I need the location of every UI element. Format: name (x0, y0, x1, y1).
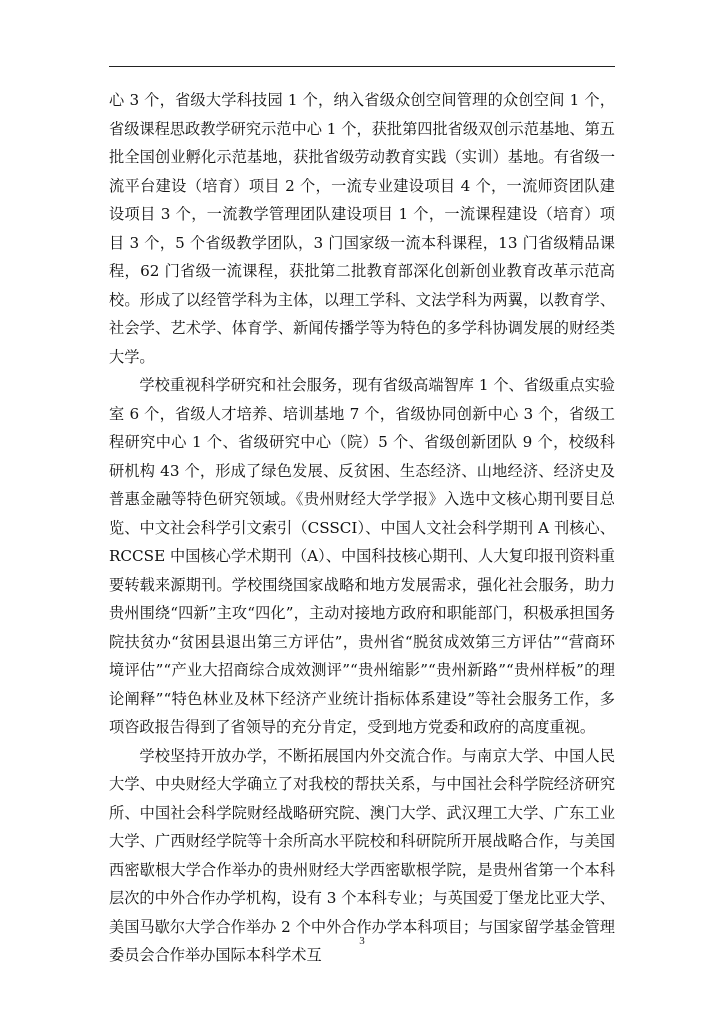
paragraph-1: 心 3 个，省级大学科技园 1 个，纳入省级众创空间管理的众创空间 1 个，省级课程思政教学研究示范中心 1 个，获批第四批省级双创示范基地、第五批全国创业孵化示范基地，获批省级劳动教育实践（实训）基地。有省级一流平台建设（培育）项目 2 个，一流专业建设项目 4 个，一流师资团队建设项目 3 个，一流教学管理团队建设项目 1 个，一流课程建设（培育）项目 3 个，5 个省级教学团队，3 门国家级一流本科课程，13 门省级精品课程，62 门省级一流课程，获批第二批教育部深化创新创业教育改革示范高校。形成了以经管学科为主体，以理工学科、文法学科为两翼，以教育学、社会学、艺术学、体育学、新闻传播学等为特色的多学科协调发展的财经类大学。 (109, 91, 615, 366)
header-rule (109, 66, 615, 67)
paragraph-2: 学校重视科学研究和社会服务，现有省级高端智库 1 个、省级重点实验室 6 个，省级人才培养、培训基地 7 个，省级协同创新中心 3 个，省级工程研究中心 1 个、省级研究中心（院）5 个、省级创新团队 9 个，校级科研机构 43 个，形成了绿色发展、反贫困、生态经济、山地经济、经济史及普惠金融等特色研究领域。《贵州财经大学学报》入选中文核心期刊要目总览、中文社会科学引文索引（CSSCI）、中国人文社会科学期刊 A 刊核心、RCCSE 中国核心学术期刊（A）、中国科技核心期刊、人大复印报刊资料重要转载来源期刊。学校围绕国家战略和地方发展需求，强化社会服务，助力贵州围绕“四新”主攻“四化”，主动对接地方政府和职能部门，积极承担国务院扶贫办“贫困县退出第三方评估”，贵州省“脱贫成效第三方评估”“营商环境评估”“产业大招商综合成效测评”“贵州缩影”“贵州新路”“贵州样板”的理论阐释”“特色林业及林下经济产业统计指标体系建设”等社会服务工作，多项咨政报告得到了省领导的充分肯定，受到地方党委和政府的高度重视。 (109, 376, 615, 736)
document-body (109, 86, 615, 970)
paragraph-3: 学校坚持开放办学，不断拓展国内外交流合作。与南京大学、中国人民大学、中央财经大学确立了对我校的帮扶关系，与中国社会科学院经济研究所、中国社会科学院财经战略研究院、澳门大学、武汉理工大学、广东工业大学、广西财经学院等十余所高水平院校和科研院所开展战略合作，与美国西密歇根大学合作举办的贵州财经大学西密歇根学院，是贵州省第一个本科层次的中外合作办学机构，设有 3 个本科专业；与英国爱丁堡龙比亚大学、美国马歇尔大学合作举办 2 个中外合作办学本科项目；与国家留学基金管理委员会合作举办国际本科学术互 (109, 746, 615, 964)
page-number: 3 (359, 935, 365, 947)
